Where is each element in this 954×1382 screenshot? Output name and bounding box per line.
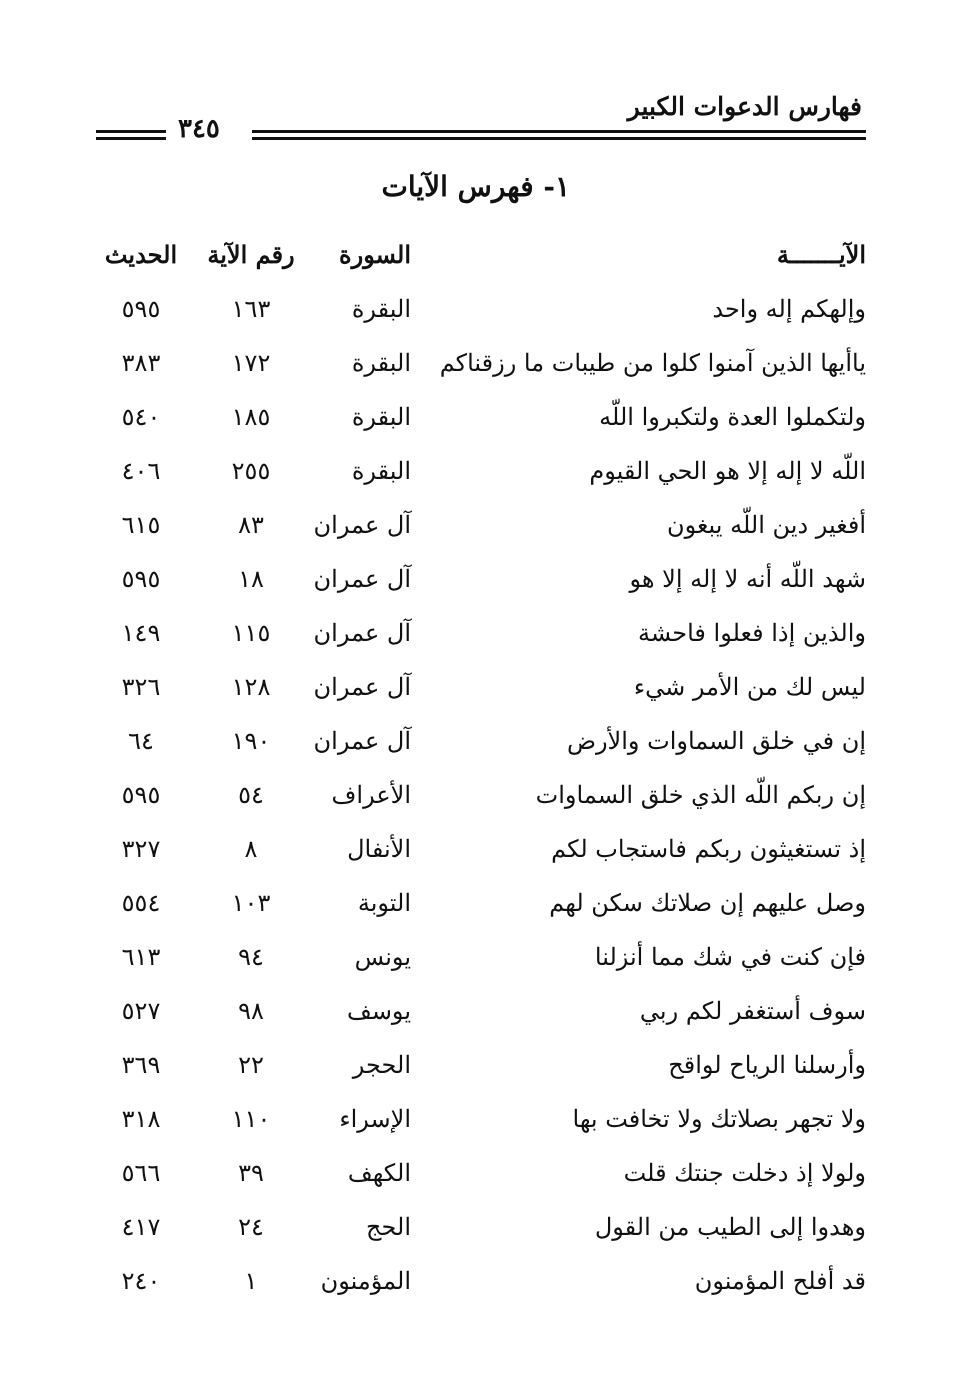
- verse-cell: ولا تجهر بصلاتك ولا تخافت بها: [572, 1105, 866, 1133]
- table-row: [96, 1146, 866, 1200]
- column-header-surah: السورة: [339, 240, 411, 269]
- verse-cell: اللّه لا إله إلا هو الحي القيوم: [589, 457, 866, 485]
- verse-cell: شهد اللّه أنه لا إله إلا هو: [629, 565, 866, 593]
- table-row: [96, 714, 866, 768]
- surah-cell: آل عمران: [313, 565, 411, 593]
- aya-number-cell: ١١٠: [231, 1105, 271, 1133]
- hadith-number-cell: ٣٨٣: [121, 349, 161, 377]
- verse-cell: وصل عليهم إن صلاتك سكن لهم: [549, 889, 866, 917]
- verse-index-table: [96, 228, 866, 1308]
- aya-number-cell: ١: [244, 1267, 258, 1295]
- hadith-number-cell: ٦٤: [128, 727, 154, 755]
- column-header-verse: الآيـــــــة: [776, 240, 866, 269]
- aya-number-cell: ١٠٣: [231, 889, 271, 917]
- hadith-number-cell: ٥٢٧: [121, 997, 161, 1025]
- table-row: [96, 282, 866, 336]
- table-row: [96, 984, 866, 1038]
- verse-cell: إن في خلق السماوات والأرض: [566, 727, 866, 755]
- aya-number-cell: ٢٤: [238, 1213, 264, 1241]
- surah-cell: البقرة: [351, 349, 411, 377]
- surah-cell: آل عمران: [313, 727, 411, 755]
- table-row: [96, 390, 866, 444]
- hadith-number-cell: ٦١٣: [121, 943, 161, 971]
- verse-cell: فإن كنت في شك مما أنزلنا: [594, 943, 866, 971]
- surah-cell: المؤمنون: [320, 1267, 411, 1295]
- surah-cell: الكهف: [347, 1159, 411, 1187]
- aya-number-cell: ١٢٨: [231, 673, 271, 701]
- surah-cell: الأنفال: [347, 835, 411, 863]
- hadith-number-cell: ٥٩٥: [121, 295, 161, 323]
- table-row: [96, 1038, 866, 1092]
- table-row: [96, 822, 866, 876]
- surah-cell: الحجر: [352, 1051, 411, 1079]
- surah-cell: البقرة: [351, 403, 411, 431]
- verse-cell: أفغير دين اللّه يبغون: [666, 511, 866, 539]
- hadith-number-cell: ٥٩٥: [121, 781, 161, 809]
- aya-number-cell: ١٩٠: [231, 727, 271, 755]
- page-number-rule-top: [96, 130, 166, 133]
- hadith-number-cell: ١٤٩: [121, 619, 161, 647]
- surah-cell: آل عمران: [313, 673, 411, 701]
- surah-cell: البقرة: [351, 295, 411, 323]
- aya-number-cell: ١٨: [238, 565, 264, 593]
- verse-cell: إذ تستغيثون ربكم فاستجاب لكم: [551, 835, 866, 863]
- table-row: [96, 336, 866, 390]
- table-row: [96, 930, 866, 984]
- table-row: [96, 498, 866, 552]
- table-row: [96, 768, 866, 822]
- verse-cell: وأرسلنا الرياح لواقح: [668, 1051, 866, 1079]
- table-row: [96, 606, 866, 660]
- aya-number-cell: ٨: [244, 835, 258, 863]
- aya-number-cell: ٨٣: [238, 511, 264, 539]
- column-header-aya-number: رقم الآية: [207, 240, 295, 269]
- hadith-number-cell: ٣٦٩: [121, 1051, 161, 1079]
- table-row: [96, 552, 866, 606]
- table-row: [96, 444, 866, 498]
- header-rule-top: [252, 130, 866, 133]
- aya-number-cell: ١١٥: [231, 619, 271, 647]
- verse-cell: ولولا إذ دخلت جنتك قلت: [623, 1159, 866, 1187]
- verse-cell: والذين إذا فعلوا فاحشة: [638, 619, 866, 647]
- hadith-number-cell: ٦١٥: [121, 511, 161, 539]
- surah-cell: آل عمران: [313, 619, 411, 647]
- aya-number-cell: ١٨٥: [231, 403, 271, 431]
- surah-cell: آل عمران: [313, 511, 411, 539]
- verse-cell: ليس لك من الأمر شيء: [633, 673, 866, 701]
- verse-cell: ولتكملوا العدة ولتكبروا اللّه: [599, 403, 866, 431]
- table-row: [96, 1254, 866, 1308]
- aya-number-cell: ٩٨: [238, 997, 264, 1025]
- section-heading: ١- فهرس الآيات: [381, 170, 570, 203]
- table-row: [96, 660, 866, 714]
- surah-cell: يوسف: [346, 997, 411, 1025]
- aya-number-cell: ٢٥٥: [231, 457, 271, 485]
- hadith-number-cell: ٤٠٦: [121, 457, 161, 485]
- hadith-number-cell: ٥٤٠: [121, 403, 161, 431]
- hadith-number-cell: ٥٦٦: [121, 1159, 161, 1187]
- column-header-hadith: الحديث: [104, 240, 178, 269]
- table-row: [96, 876, 866, 930]
- aya-number-cell: ٢٢: [238, 1051, 264, 1079]
- running-title: فهارس الدعوات الكبير: [627, 92, 862, 121]
- surah-cell: الإسراء: [339, 1105, 411, 1133]
- verse-cell: إن ربكم اللّه الذي خلق السماوات: [535, 781, 866, 809]
- aya-number-cell: ٩٤: [238, 943, 264, 971]
- table-row: [96, 1092, 866, 1146]
- hadith-number-cell: ٣١٨: [121, 1105, 161, 1133]
- page-number-rule-bottom: [96, 137, 166, 140]
- hadith-number-cell: ٢٤٠: [121, 1267, 161, 1295]
- verse-cell: قد أفلح المؤمنون: [694, 1267, 866, 1295]
- surah-cell: البقرة: [351, 457, 411, 485]
- aya-number-cell: ٣٩: [238, 1159, 264, 1187]
- aya-number-cell: ١٧٢: [231, 349, 271, 377]
- surah-cell: يونس: [354, 943, 411, 971]
- table-header-row: [96, 228, 866, 282]
- verse-cell: سوف أستغفر لكم ربي: [639, 997, 866, 1025]
- table-body: [96, 282, 866, 1308]
- surah-cell: الأعراف: [331, 781, 411, 809]
- verse-cell: وإلهكم إله واحد: [712, 295, 866, 323]
- header-rule-bottom: [252, 137, 866, 140]
- table-row: [96, 1200, 866, 1254]
- verse-cell: ياأيها الذين آمنوا كلوا من طيبات ما رزقناكم: [439, 349, 866, 377]
- hadith-number-cell: ٤١٧: [121, 1213, 161, 1241]
- hadith-number-cell: ٣٢٦: [121, 673, 161, 701]
- surah-cell: الحج: [366, 1213, 411, 1241]
- aya-number-cell: ٥٤: [238, 781, 264, 809]
- surah-cell: التوبة: [357, 889, 411, 917]
- verse-cell: وهدوا إلى الطيب من القول: [594, 1213, 866, 1241]
- hadith-number-cell: ٣٢٧: [121, 835, 161, 863]
- hadith-number-cell: ٥٥٤: [121, 889, 161, 917]
- page-number: ٣٤٥: [178, 114, 220, 144]
- hadith-number-cell: ٥٩٥: [121, 565, 161, 593]
- aya-number-cell: ١٦٣: [231, 295, 271, 323]
